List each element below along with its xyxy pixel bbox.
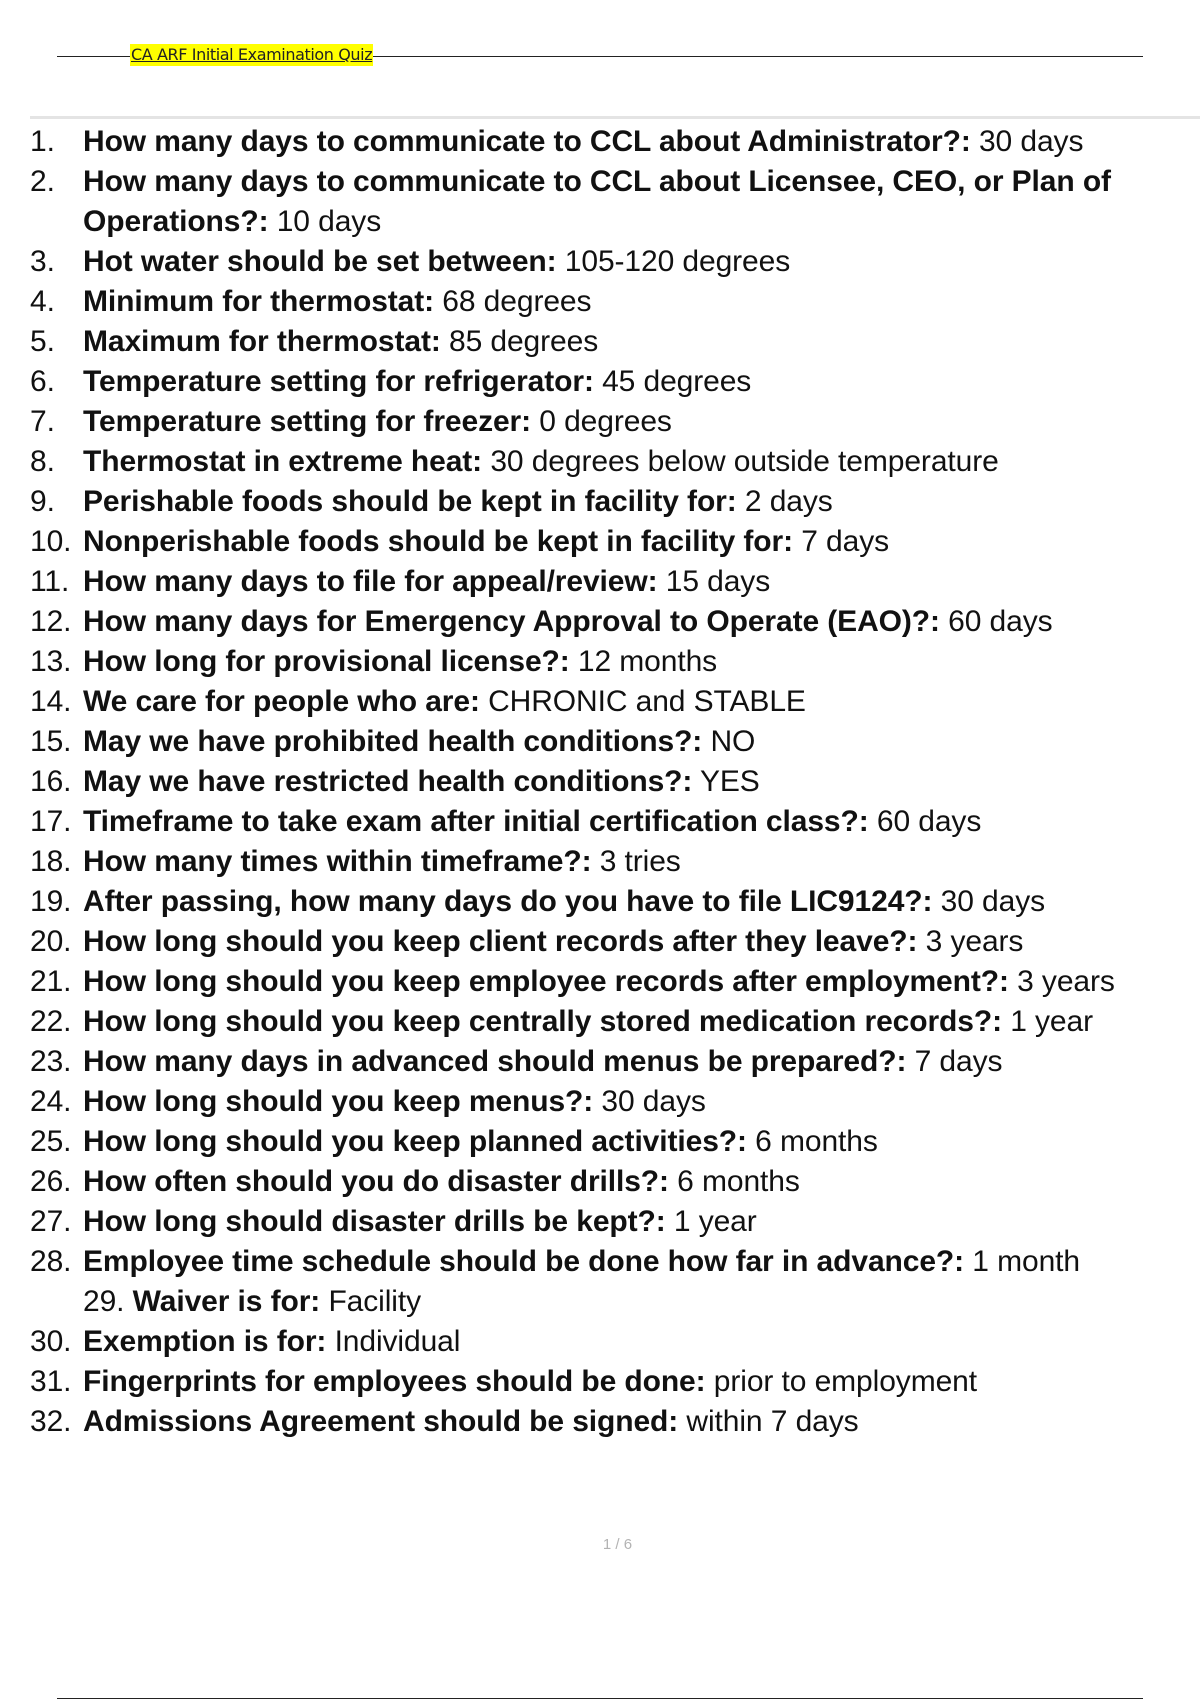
quiz-item <box>0 322 1115 362</box>
quiz-answer: CHRONIC and STABLE <box>479 685 806 718</box>
quiz-answer: 7 days <box>906 1045 1003 1078</box>
quiz-answer: 2 days <box>736 485 833 518</box>
quiz-answer: 30 days <box>970 125 1084 158</box>
quiz-question: How long should you keep employee records after employment?: <box>83 965 1009 998</box>
quiz-answer: 30 days <box>932 885 1046 918</box>
quiz-question: How often should you do disaster drills?: <box>83 1165 669 1198</box>
quiz-answer: 1 year <box>1001 1005 1093 1038</box>
quiz-item-number: 3. <box>30 245 55 278</box>
quiz-item-number: 23. <box>30 1045 72 1078</box>
quiz-question: How many times within timeframe?: <box>83 845 592 878</box>
quiz-item <box>0 682 1115 722</box>
quiz-question: Maximum for thermostat: <box>83 325 441 358</box>
quiz-item-number: 5. <box>30 325 55 358</box>
quiz-item-number: 10. <box>30 525 72 558</box>
quiz-question: May we have prohibited health conditions?: <box>83 725 703 758</box>
quiz-answer: 12 months <box>569 645 718 678</box>
quiz-item-number: 28. <box>30 1245 72 1278</box>
quiz-question: How many days to communicate to CCL about Administrator?: <box>83 125 971 158</box>
quiz-question: How long should disaster drills be kept?: <box>83 1205 666 1238</box>
quiz-answer: 45 degrees <box>593 365 752 398</box>
quiz-item <box>0 842 1115 882</box>
quiz-question: Temperature setting for refrigerator: <box>83 365 594 398</box>
footer-rule <box>57 1698 1143 1699</box>
quiz-question: How long should you keep menus?: <box>83 1085 594 1118</box>
quiz-item-number: 22. <box>30 1005 72 1038</box>
quiz-item <box>0 1002 1115 1042</box>
quiz-item-number: 8. <box>30 445 55 478</box>
quiz-item-number: 31. <box>30 1365 72 1398</box>
quiz-item-number: 25. <box>30 1125 72 1158</box>
quiz-item-number: 21. <box>30 965 72 998</box>
quiz-item-number: 12. <box>30 605 72 638</box>
quiz-question: After passing, how many days do you have to file LIC9124?: <box>83 885 933 918</box>
quiz-question: Employee time schedule should be done how far in advance?: <box>83 1245 965 1278</box>
quiz-question: Admissions Agreement should be signed: <box>83 1405 679 1438</box>
quiz-question: Fingerprints for employees should be done: <box>83 1365 706 1398</box>
quiz-answer: 60 days <box>868 805 982 838</box>
quiz-item <box>0 1282 1115 1322</box>
quiz-item <box>0 1202 1115 1242</box>
quiz-item <box>0 162 1115 202</box>
quiz-item <box>0 122 1115 162</box>
quiz-item <box>0 1362 1115 1402</box>
quiz-answer: 3 years <box>917 925 1024 958</box>
quiz-question: May we have restricted health conditions?: <box>83 765 693 798</box>
quiz-item-number: 11. <box>30 565 70 598</box>
quiz-item-number: 26. <box>30 1165 72 1198</box>
quiz-item-number: 9. <box>30 485 55 518</box>
quiz-question: Minimum for thermostat: <box>83 285 435 318</box>
quiz-answer: within 7 days <box>678 1405 859 1438</box>
quiz-answer: 6 months <box>746 1125 878 1158</box>
quiz-item-number: 18. <box>30 845 72 878</box>
quiz-question: Temperature setting for freezer: <box>83 405 532 438</box>
quiz-item-number: 24. <box>30 1085 72 1118</box>
quiz-item <box>0 882 1115 922</box>
quiz-item-number: 32. <box>30 1405 72 1438</box>
quiz-answer: 0 degrees <box>531 405 672 438</box>
quiz-question: Timeframe to take exam after initial certification class?: <box>83 805 869 838</box>
quiz-item-number: 13. <box>30 645 72 678</box>
quiz-question: How many days for Emergency Approval to Operate (EAO)?: <box>83 605 940 638</box>
quiz-item <box>0 282 1115 322</box>
quiz-item <box>0 762 1115 802</box>
quiz-question: How long for provisional license?: <box>83 645 570 678</box>
quiz-item-number: 4. <box>30 285 55 318</box>
quiz-item-number: 20. <box>30 925 72 958</box>
quiz-answer: 6 months <box>668 1165 800 1198</box>
quiz-item <box>0 1242 1115 1282</box>
quiz-question: We care for people who are: <box>83 685 480 718</box>
quiz-question: Waiver is for: <box>132 1285 321 1318</box>
quiz-item <box>0 442 1115 482</box>
quiz-item-number: 7. <box>30 405 55 438</box>
quiz-question: Perishable foods should be kept in facility for: <box>83 485 737 518</box>
quiz-answer: 105-120 degrees <box>556 245 791 278</box>
quiz-item <box>0 522 1115 562</box>
quiz-item-number: 30. <box>30 1325 72 1358</box>
quiz-item-number: 1. <box>30 125 55 158</box>
quiz-question: How long should you keep planned activities?: <box>83 1125 747 1158</box>
quiz-item <box>0 482 1115 522</box>
quiz-item <box>0 1402 1115 1442</box>
quiz-item <box>0 1122 1115 1162</box>
quiz-answer: NO <box>702 725 756 758</box>
quiz-item <box>0 962 1115 1002</box>
quiz-answer: 30 days <box>593 1085 706 1118</box>
quiz-answer: YES <box>692 765 760 798</box>
document-title: CA ARF Initial Examination Quiz <box>131 45 373 64</box>
quiz-question-list <box>0 122 1115 1442</box>
quiz-answer: Facility <box>320 1285 421 1318</box>
quiz-item <box>0 242 1115 282</box>
quiz-answer: prior to employment <box>705 1365 977 1398</box>
quiz-answer: 3 years <box>1008 965 1115 998</box>
quiz-question: Hot water should be set between: <box>83 245 557 278</box>
quiz-item <box>0 1042 1115 1082</box>
quiz-answer: 1 month <box>964 1245 1080 1278</box>
quiz-question: Nonperishable foods should be kept in facility for: <box>83 525 793 558</box>
quiz-question: How many days to communicate to CCL about Licensee, CEO, or Plan of <box>83 165 1111 198</box>
quiz-answer: 85 degrees <box>440 325 599 358</box>
quiz-answer: 68 degrees <box>434 285 592 318</box>
quiz-item <box>0 602 1115 642</box>
quiz-question: How many days to file for appeal/review: <box>83 565 658 598</box>
quiz-item-number: 6. <box>30 365 55 398</box>
quiz-question: Thermostat in extreme heat: <box>83 445 483 478</box>
quiz-question: Exemption is for: <box>83 1325 327 1358</box>
quiz-answer: 30 degrees below outside temperature <box>482 445 999 478</box>
quiz-answer: 10 days <box>268 205 382 238</box>
quiz-item <box>0 202 1115 242</box>
quiz-answer: 1 year <box>665 1205 757 1238</box>
quiz-answer: 7 days <box>792 525 889 558</box>
quiz-item-number: 15. <box>30 725 72 758</box>
header-separator <box>30 116 1200 119</box>
quiz-answer: 3 tries <box>591 845 681 878</box>
page-header <box>57 45 1143 64</box>
quiz-question: How long should you keep client records after they leave?: <box>83 925 918 958</box>
quiz-item <box>0 1322 1115 1362</box>
quiz-item <box>0 642 1115 682</box>
quiz-item-number: 17. <box>30 805 72 838</box>
quiz-item-number: 14. <box>30 685 72 718</box>
quiz-item <box>0 722 1115 762</box>
quiz-item-number: 29. <box>83 1285 125 1318</box>
quiz-item-number: 2. <box>30 165 55 198</box>
quiz-answer: 15 days <box>657 565 771 598</box>
quiz-item <box>0 922 1115 962</box>
quiz-question: Operations?: <box>83 205 269 238</box>
page-indicator: 1 / 6 <box>602 1536 633 1553</box>
quiz-answer: Individual <box>326 1325 461 1358</box>
quiz-item <box>0 1082 1115 1122</box>
quiz-item-number: 16. <box>30 765 72 798</box>
quiz-item <box>0 402 1115 442</box>
quiz-item <box>0 362 1115 402</box>
quiz-answer: 60 days <box>939 605 1053 638</box>
quiz-item-number: 19. <box>30 885 72 918</box>
quiz-item <box>0 562 1115 602</box>
quiz-question: How long should you keep centrally stored medication records?: <box>83 1005 1002 1038</box>
quiz-item-number: 27. <box>30 1205 72 1238</box>
quiz-item <box>0 802 1115 842</box>
quiz-question: How many days in advanced should menus be prepared?: <box>83 1045 907 1078</box>
quiz-item <box>0 1162 1115 1202</box>
